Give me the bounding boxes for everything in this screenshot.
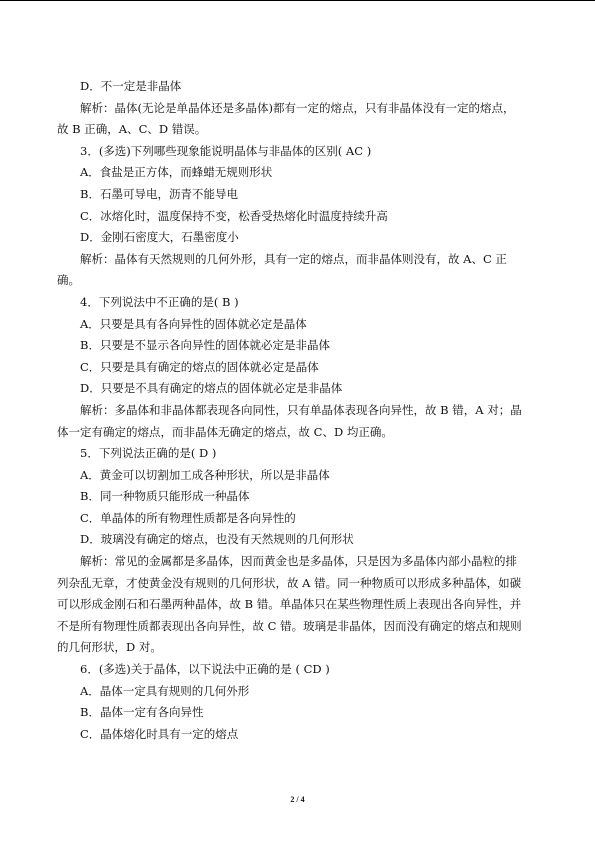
text-line: 故 B 正确，A、C、D 错误。 [57, 122, 207, 137]
text-line: 解析：多晶体和非晶体都表现各向同性，只有单晶体表现各向异性，故 B 错，A 对；晶 [80, 402, 522, 417]
text-line: 确。 [57, 273, 80, 288]
text-line: D．只要是不具有确定的熔点的固体就必定是非晶体 [80, 381, 343, 396]
text-line: 的几何形状，D 对。 [57, 640, 162, 655]
text-line: 解析：晶体(无论是单晶体还是多晶体)都有一定的熔点，只有非晶体没有一定的熔点， [80, 100, 515, 115]
text-line: B．晶体一定有各向异性 [80, 705, 204, 720]
text-line: 可以形成金刚石和石墨两种晶体，故 B 错。单晶体只在某些物理性质上表现出各向异性，并 [57, 597, 522, 612]
text-line: 解析：常见的金属都是多晶体，因而黄金也是多晶体，只是因为多晶体内部小晶粒的排 [80, 554, 517, 569]
text-line: 3．(多选)下列哪些现象能说明晶体与非晶体的区别( AC ) [80, 143, 372, 158]
text-line: B．同一种物质只能形成一种晶体 [80, 489, 250, 504]
text-line: A．食盐是正方体，而蜂蜡无规则形状 [80, 165, 273, 180]
text-line: D．玻璃没有确定的熔点，也没有天然规则的几何形状 [80, 532, 354, 547]
text-line: B．只要是不显示各向异性的固体就必定是非晶体 [80, 338, 330, 353]
text-line: D．金刚石密度大，石墨密度小 [80, 230, 239, 245]
text-line: 4．下列说法中不正确的是( B ) [80, 294, 239, 309]
text-line: C．只要是具有确定的熔点的固体就必定是晶体 [80, 359, 319, 374]
text-line: 体一定有确定的熔点，而非晶体无确定的熔点，故 C、D 均正确。 [57, 424, 393, 439]
text-line: C．冰熔化时，温度保持不变，松香受热熔化时温度持续升高 [80, 208, 388, 223]
text-line: A．晶体一定具有规则的几何外形 [80, 683, 250, 698]
page-number: 2 / 4 [290, 795, 305, 804]
text-line: 列杂乱无章，才使黄金没有规则的几何形状，故 A 错。同一种物质可以形成多种晶体，如碳 [57, 575, 522, 590]
text-line: 6．(多选)关于晶体，以下说法中正确的是 ( CD ) [80, 662, 330, 677]
document-body [57, 76, 546, 745]
text-line: 解析：晶体有天然规则的几何外形，具有一定的熔点，而非晶体则没有，故 A、C 正 [80, 251, 507, 266]
header-rule [0, 0, 595, 1]
text-line: C．晶体熔化时具有一定的熔点 [80, 726, 239, 741]
text-line: 5．下列说法正确的是( D ) [80, 446, 217, 461]
text-line: D．不一定是非晶体 [80, 79, 182, 93]
text-line: C．单晶体的所有物理性质都是各向异性的 [80, 510, 296, 525]
text-line: 不是所有物理性质都表现出各向异性，故 C 错。玻璃是非晶体，因而没有确定的熔点和规则 [57, 618, 522, 633]
text-line: A．黄金可以切割加工成各种形状，所以是非晶体 [80, 467, 330, 482]
text-line: B．石墨可导电，沥青不能导电 [80, 186, 238, 201]
text-line: A．只要是具有各向异性的固体就必定是晶体 [80, 316, 307, 331]
